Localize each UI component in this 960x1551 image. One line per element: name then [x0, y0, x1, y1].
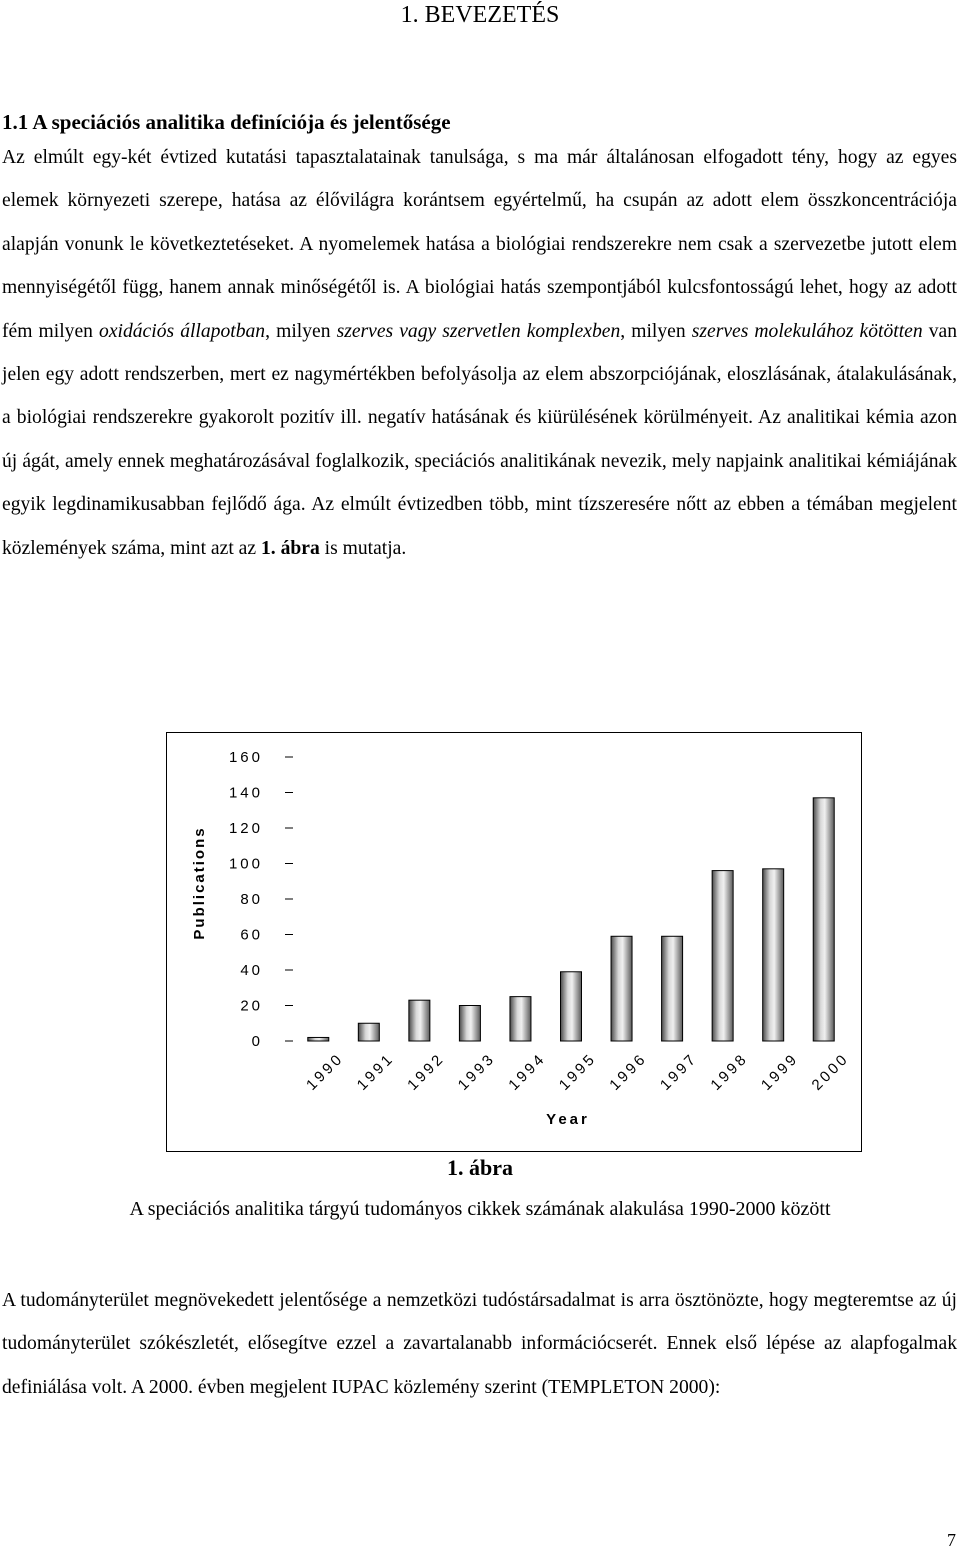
- bar-1999: [763, 869, 784, 1041]
- x-tick-label: 1994: [505, 1049, 550, 1094]
- page-number: 7: [947, 1530, 956, 1550]
- x-tick-label: 1993: [454, 1049, 499, 1094]
- y-tick-label: 0: [251, 1033, 263, 1050]
- bar-1998: [712, 871, 733, 1041]
- intro-italic-3: szerves molekulához kötötten: [691, 320, 923, 342]
- bar-1990: [308, 1037, 329, 1041]
- page-header: 1. BEVEZETÉS: [400, 2, 560, 28]
- x-tick-label: 1999: [757, 1049, 803, 1094]
- y-tick-label: 40: [240, 962, 263, 979]
- y-axis-label: Publications: [191, 826, 208, 940]
- figure-reference: 1. ábra: [260, 537, 320, 559]
- x-tick-label: 1991: [353, 1049, 398, 1094]
- bar-1991: [358, 1023, 379, 1041]
- bar-2000: [813, 798, 834, 1041]
- y-tick-label: 20: [240, 997, 263, 1015]
- figure-number: 1. ábra: [447, 1155, 513, 1180]
- closing-paragraph: A tudományterület megnövekedett jelentősége a nemzetközi tudóstársadalmat is arra ösztönözte, hogy megteremtse az új tudományterület szókészletét, elősegítve ezzel a zavartalanabb információcserét. Ennek első lépése az alapfogalmak definiálása volt. A 2000. évben megjelent IUPAC közlemény szerint (TEMPLETON 2000):: [2, 1290, 957, 1398]
- intro-text-3: , milyen: [620, 320, 692, 342]
- bar-1993: [459, 1006, 480, 1042]
- x-tick-label: 1997: [656, 1049, 702, 1094]
- section-heading: 1.1 A speciációs analitika definíciója és jelentősége: [2, 110, 451, 134]
- y-tick-label: 60: [240, 926, 263, 944]
- intro-text-4: van jelen egy adott rendszerben, mert ez nagymértékben befolyásolja az elem abszorpciójának, eloszlásának, átalakulásának, a biológiai rendszerekre gyakorolt pozitív ill. negatív hatásának és kiürülésének körülményeit. Az analitikai kémia azon új ágát, amely ennek meghatározásával foglalkozik, speciációs analitikának nevezik, mely napjaink analitikai kémiájának egyik legdinamikusabban fejlődő ága. Az elmúlt évtizedben több, mint tízszeresére nőtt az ebben a témában megjelent közlemények száma, mint azt az: [2, 320, 958, 559]
- intro-italic-1: oxidációs állapotban: [99, 320, 266, 342]
- bar-1995: [561, 972, 582, 1041]
- publications-bar-chart: [167, 733, 861, 1151]
- bar-1997: [662, 936, 683, 1041]
- intro-text-5: is mutatja.: [319, 537, 407, 559]
- x-tick-label: 2000: [808, 1049, 853, 1094]
- figure-caption: A speciációs analitika tárgyú tudományos cikkek számának alakulása 1990-2000 között: [129, 1198, 831, 1220]
- y-tick-label: 100: [228, 855, 263, 873]
- x-tick-label: 1990: [303, 1049, 348, 1094]
- bar-1996: [611, 936, 632, 1041]
- x-tick-label: 1996: [606, 1049, 651, 1094]
- x-tick-label: 1995: [555, 1049, 600, 1094]
- y-tick-label: 140: [228, 784, 263, 802]
- intro-text-1: Az elmúlt egy-két évtized kutatási tapasztalatainak tanulsága, s ma már általánosan elfogadott tény, hogy az egyes elemek környezeti szerepe, hatása az élővilágra korántsem egyértelmű, ha csupán az adott elem összkoncentrációja alapján vonunk le következtetéseket. A nyomelemek hatása a biológiai rendszerekre nem csak a szervezetbe jutott elem mennyiségétől függ, hanem annak minőségétől is. A biológiai hatás szempontjából kulcsfontosságú lehet, hogy az adott fém milyen: [2, 147, 957, 342]
- x-tick-label: 1998: [707, 1049, 752, 1094]
- bar-1992: [409, 1000, 430, 1041]
- y-tick-label: 80: [240, 891, 263, 908]
- y-tick-label: 120: [228, 820, 263, 837]
- intro-paragraph: [2, 136, 957, 570]
- bar-1994: [510, 997, 531, 1041]
- x-tick-label: 1992: [404, 1049, 449, 1094]
- chart-frame: [166, 732, 862, 1152]
- y-tick-label: 160: [228, 749, 263, 766]
- x-axis-label: Year: [546, 1111, 590, 1128]
- intro-text-2: , milyen: [265, 320, 337, 342]
- intro-italic-2: szerves vagy szervetlen komplexben: [336, 320, 621, 342]
